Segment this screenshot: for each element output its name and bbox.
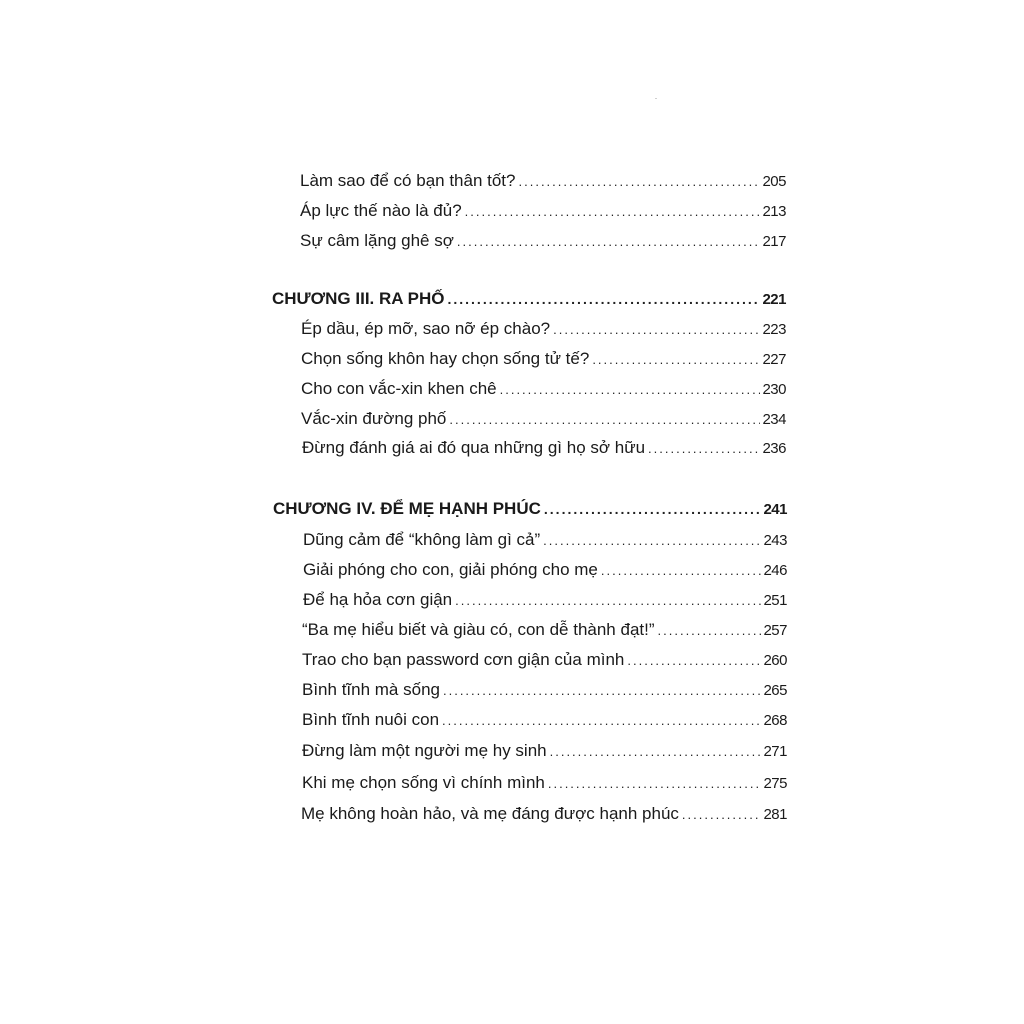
leader-dots — [442, 710, 761, 732]
toc-entry — [303, 589, 787, 612]
toc-entry-title: Khi mẹ chọn sống vì chính mình — [302, 773, 545, 792]
toc-entry — [302, 649, 787, 672]
toc-entry-page: 213 — [762, 203, 786, 220]
leader-dots — [553, 319, 760, 341]
toc-entry — [301, 408, 786, 431]
toc-entry — [302, 709, 787, 732]
toc-entry-page: 246 — [763, 562, 787, 579]
toc-entry-title: Sự câm lặng ghê sợ — [300, 231, 454, 250]
toc-entry-page: 234 — [762, 411, 786, 428]
toc-entry-page: 257 — [763, 622, 787, 639]
leader-dots — [519, 171, 761, 193]
chapter-title: CHƯƠNG IV. ĐỂ MẸ HẠNH PHÚC — [273, 499, 541, 518]
toc-entry-title: Để hạ hỏa cơn giận — [303, 590, 453, 609]
toc-entry-title: Giải phóng cho con, giải phóng cho mẹ — [303, 560, 598, 579]
toc-entry-title: Bình tĩnh nuôi con — [302, 710, 440, 729]
toc-entry-page: 223 — [762, 321, 786, 338]
toc-entry — [302, 619, 787, 642]
toc-entry-title: Làm sao để có bạn thân tốt? — [300, 171, 516, 190]
leader-dots — [627, 650, 761, 672]
toc-entry — [300, 200, 786, 223]
toc-entry — [302, 772, 787, 795]
toc-entry-page: 260 — [763, 652, 787, 669]
toc-entry-title: Áp lực thế nào là đủ? — [300, 201, 462, 220]
toc-entry-title: Bình tĩnh mà sống — [302, 680, 440, 699]
toc-entry-title: Trao cho bạn password cơn giận của mình — [302, 650, 625, 669]
toc-entry-page: 243 — [763, 532, 787, 549]
leader-dots — [592, 349, 760, 371]
toc-entry-title: Chọn sống khôn hay chọn sống tử tế? — [301, 349, 590, 368]
leader-dots — [457, 231, 761, 253]
toc-entry-page: 251 — [763, 592, 787, 609]
toc-entry — [302, 740, 787, 763]
toc-entry-page: 271 — [763, 743, 787, 760]
leader-dots — [443, 680, 761, 702]
toc-entry-page: 236 — [762, 440, 786, 457]
leader-dots — [682, 804, 762, 826]
toc-entry-page: 281 — [763, 806, 787, 823]
toc-entry — [301, 348, 786, 371]
toc-entry — [302, 437, 786, 460]
toc-entry-title: Đừng đánh giá ai đó qua những gì họ sở hữu — [302, 438, 646, 457]
toc-entry — [303, 559, 787, 582]
toc-entry-title: Mẹ không hoàn hảo, và mẹ đáng được hạnh phúc — [301, 804, 679, 823]
leader-dots — [544, 498, 762, 520]
toc-entry-page: 217 — [762, 233, 786, 250]
leader-dots — [447, 288, 760, 310]
toc-entry-title: Đừng làm một người mẹ hy sinh — [302, 741, 547, 760]
toc-entry-page: 275 — [763, 775, 787, 792]
toc-entry-page: 205 — [762, 173, 786, 190]
leader-dots — [658, 620, 762, 642]
leader-dots — [648, 438, 760, 460]
leader-dots — [548, 773, 762, 795]
toc-entry-title: “Ba mẹ hiểu biết và giàu có, con dễ thành đạt!” — [302, 620, 655, 639]
leader-dots — [543, 530, 761, 552]
leader-dots — [550, 741, 762, 763]
chapter-title: CHƯƠNG III. RA PHỐ — [272, 289, 445, 308]
toc-entry-page: 227 — [762, 351, 786, 368]
chapter-page: 221 — [762, 291, 786, 308]
chapter-heading — [273, 498, 787, 521]
toc-entry-title: Ép dầu, ép mỡ, sao nỡ ép chào? — [301, 319, 551, 338]
chapter-heading — [272, 288, 786, 311]
chapter-page: 241 — [763, 501, 787, 518]
toc-entry — [303, 529, 787, 552]
toc-entry-title: Vắc-xin đường phố — [301, 409, 447, 428]
toc-entry — [300, 170, 786, 193]
toc-entry-title: Cho con vắc-xin khen chê — [301, 379, 497, 398]
toc-entry — [300, 230, 786, 253]
toc-entry-page: 265 — [763, 682, 787, 699]
toc-entry — [301, 378, 786, 401]
toc-entry-title: Dũng cảm để “không làm gì cả” — [303, 530, 541, 549]
toc-entry — [301, 803, 787, 826]
leader-dots — [455, 590, 761, 612]
leader-dots — [500, 379, 761, 401]
leader-dots — [449, 409, 760, 431]
paper-speck — [655, 98, 657, 99]
leader-dots — [601, 560, 762, 582]
leader-dots — [465, 201, 761, 223]
toc-entry — [302, 679, 787, 702]
toc-entry — [301, 318, 786, 341]
toc-entry-page: 230 — [762, 381, 786, 398]
toc-entry-page: 268 — [763, 712, 787, 729]
